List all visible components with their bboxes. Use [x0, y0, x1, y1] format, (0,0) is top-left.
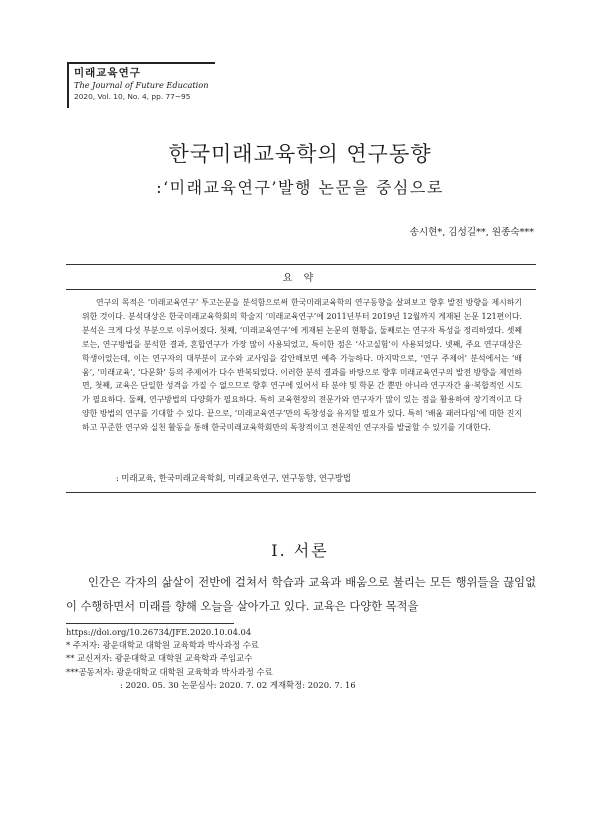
intro-paragraph: 인간은 각자의 삶살이 전반에 걸쳐서 학습과 교육과 배움으로 불리는 모든 행위들을 끊임없이 수행하면서 미래를 향해 오늘을 살아가고 있다. 교육은 다양한 목적을	[66, 576, 536, 613]
journal-name: 미래교육연구	[74, 67, 141, 79]
footnote-dates: : 2020. 05. 30 논문심사: 2020. 7. 02 게재확정: 2020. 7. 16	[120, 679, 356, 690]
doi-link[interactable]: https://doi.org/10.26734/JFE.2020.10.04.04	[66, 627, 252, 637]
abstract-top-rule	[66, 264, 536, 265]
footnote-author2: ** 교신저자: 광운대학교 대학원 교육학과 주임교수	[66, 653, 253, 664]
author-list: 송시현*, 김성길**, 원종숙***	[409, 227, 534, 238]
abstract-text: 연구의 목적은 ‘미래교육연구’ 투고논문을 분석함으로써 한국미래교육학의 연구동향을 살펴보고 향후 발전 방향을 제시하기 위한 것이다. 분석대상은 한국미래교육학회의 학술지 ‘미래교육연구’에 2011년부터 2019년 12월까지 게재된 논문 121편이다. 분석은 크게 다섯 부분으로 이루어졌다. 첫째, ‘미래교육연구’에 게재된 논문의 현황을, 둘째로는 연구자 특성을 정리하였다. 셋째로는, 연구방법을 분석한 결과, 혼합연구가 가장 많이 사용되었고, 특이한 점은 ‘사고실험’이 사용되었다. 넷째, 주요 연구대상은 학생이었는데, 이는 연구자의 대부분이 교수와 교사임을 감안해보면 예측 가능하다. 마지막으로, ‘연구 주제어’ 분석에서는 ‘배움’, ‘미래교육’, ‘다문화’ 등의 주제어가 다수 반복되었다. 이러한 분석 결과를 바탕으로 향후 미래교육연구의 발전 방향을 제언하면, 첫째, 교육은 단일한 성격을 가질 수 없으므로 향후 연구에 있어서 타 분야 및 학문 간 뿐만 아니라 연구자간 융·복합적인 시도가 필요하다. 둘째, 연구방법의 다양화가 필요하다. 특히 교육현장의 전문가와 연구자가 많이 있는 점을 활용하여 장기적이고 다양한 방법의 연구를 기대할 수 있다. 끝으로, ‘미래교육연구’만의 독창성을 유지할 필요가 있다. 특히 ‘배움 패러다임’에 대한 진지하고 꾸준한 연구와 실천 활동을 통해 한국미래교육학회만의 독창적이고 전문적인 연구자를 발굴할 수 있기를 기대한다.	[82, 298, 522, 433]
section-heading: Ⅰ. 서론	[271, 541, 329, 560]
journal-volume: 2020, Vol. 10, No. 4, pp. 77~95	[74, 92, 191, 101]
footnote-author1: * 주저자: 광운대학교 대학원 교육학과 박사과정 수료	[66, 640, 259, 651]
paper-title: 한국미래교육학의 연구동향	[168, 142, 432, 166]
journal-header-box	[67, 62, 215, 108]
abstract-heading: 요 약	[282, 273, 318, 284]
footnotes	[66, 626, 536, 692]
footnote-rule	[66, 623, 234, 624]
intro-body	[66, 571, 536, 619]
journal-name-en: The Journal of Future Education	[74, 80, 209, 90]
abstract-body	[82, 296, 522, 435]
paper-subtitle: :‘미래교육연구’발행 논문을 중심으로	[156, 178, 444, 197]
keywords: : 미래교육, 한국미래교육학회, 미래교육연구, 연구동향, 연구방법	[116, 473, 351, 483]
abstract-heading-rule	[66, 289, 536, 290]
footnote-author3: ***공동저자: 광운대학교 대학원 교육학과 박사과정 수료	[66, 666, 273, 677]
abstract-bottom-rule	[66, 492, 536, 493]
